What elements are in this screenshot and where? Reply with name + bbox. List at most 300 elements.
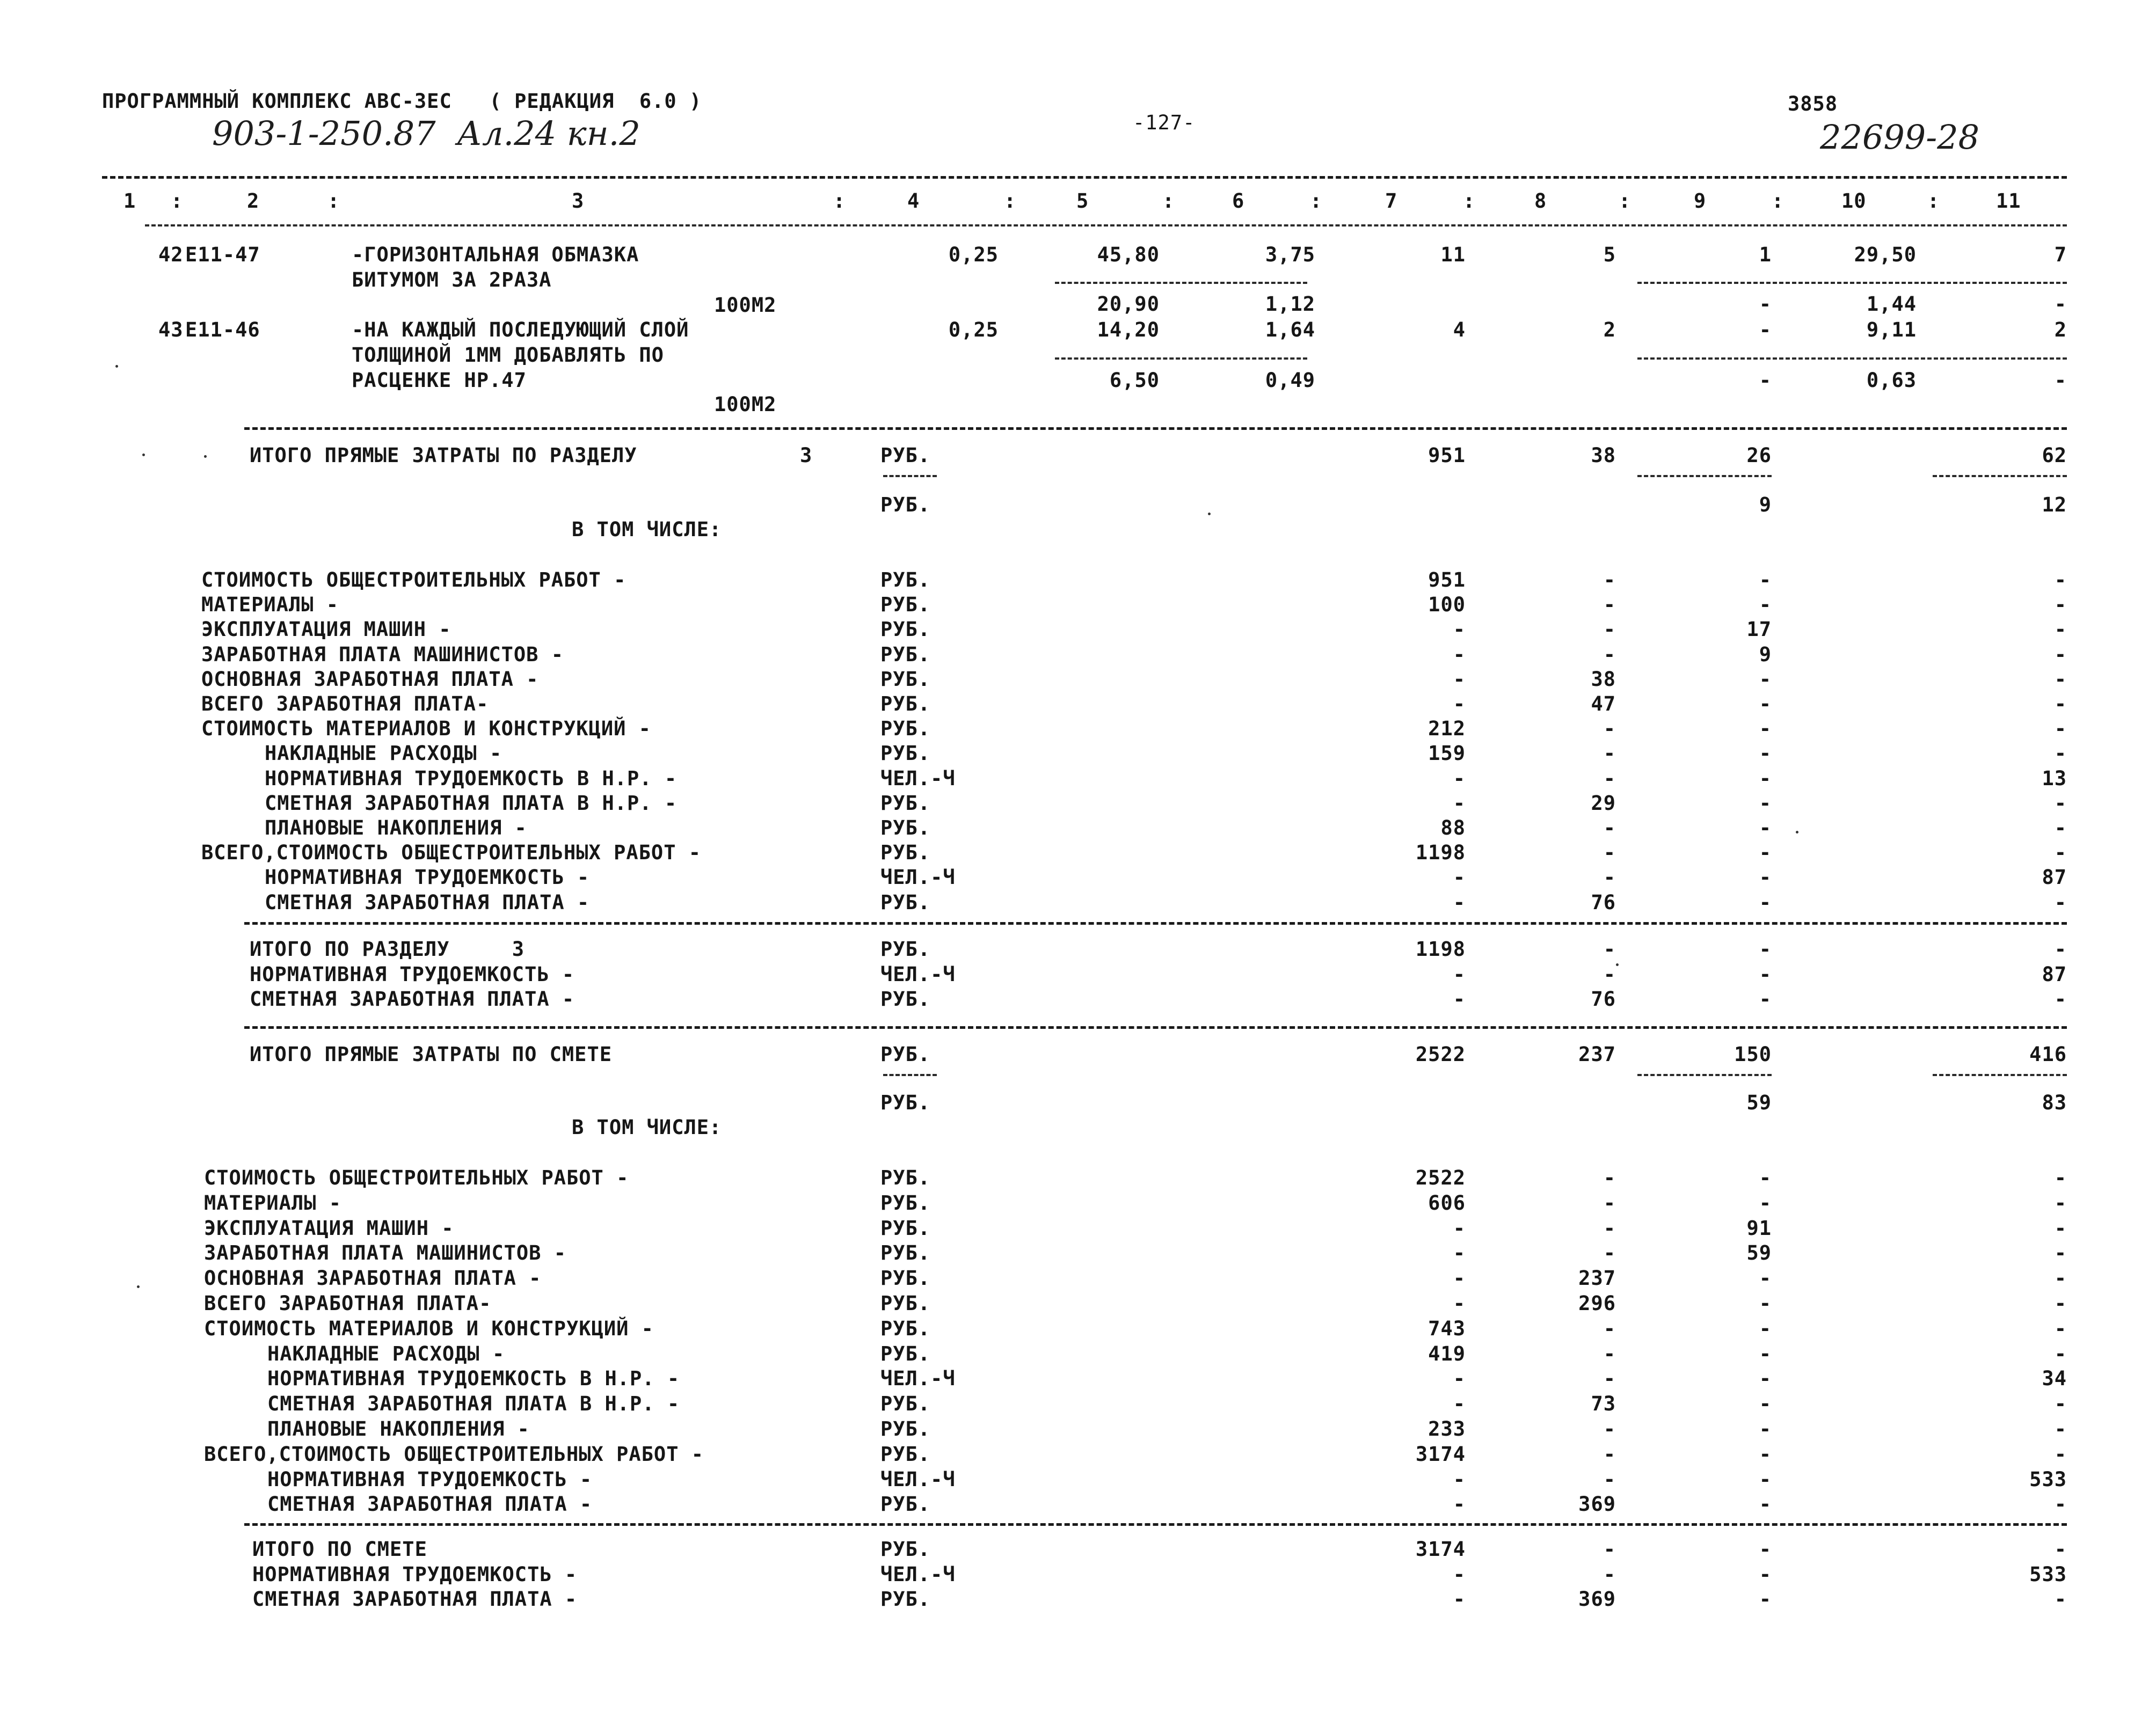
row-unit: РУБ. [880,667,931,691]
item-col6-sub: 0,49 [1265,369,1315,392]
row-col7: 1198 [1415,938,1466,961]
item-col11-sub: - [2054,293,2067,316]
row-col7: 1198 [1415,841,1466,865]
column-separator: : [833,189,846,213]
row-label: СМЕТНАЯ ЗАРАБОТНАЯ ПЛАТА - [267,1493,593,1516]
row-unit: РУБ. [880,1216,931,1240]
row-unit: РУБ. [880,1241,931,1265]
item-description: ТОЛЩИНОЙ 1ММ ДОБАВЛЯТЬ ПО [352,343,664,367]
row-col9: 59 [1746,1241,1772,1265]
row-col11: - [2054,1191,2067,1215]
item-col9: 1 [1759,243,1772,266]
row-col7: 3174 [1415,1538,1466,1561]
row-col9: - [1759,1166,1772,1189]
row-label: СМЕТНАЯ ЗАРАБОТНАЯ ПЛАТА - [250,988,575,1011]
row-label: СМЕТНАЯ ЗАРАБОТНАЯ ПЛАТА В Н.Р. - [267,1392,680,1416]
row-label: ВСЕГО ЗАРАБОТНАЯ ПЛАТА- [204,1292,492,1315]
row-col11: 13 [2042,766,2067,790]
scan-speck [142,454,145,456]
row-label: НОРМАТИВНАЯ ТРУДОЕМКОСТЬ - [250,962,575,986]
column-separator: : [1162,189,1175,213]
row-label: НОРМАТИВНАЯ ТРУДОЕМКОСТЬ В Н.Р. - [267,1367,680,1391]
row-col11: - [2054,618,2067,641]
row-col8: - [1603,1191,1616,1215]
item-col9-sub: - [1759,293,1772,316]
row-col11: - [2054,717,2067,741]
row-col11: 533 [2029,1562,2067,1586]
item-col5-sub: 6,50 [1109,369,1160,392]
row-label: ИТОГО ПО СМЕТЕ [252,1538,427,1561]
row-unit: РУБ. [880,988,931,1011]
row-col9: - [1759,938,1772,961]
row-col9: - [1759,568,1772,591]
row-col9: - [1759,1392,1772,1416]
row-col11: - [2054,642,2067,666]
estimate-total-label: ИТОГО ПРЯМЫЕ ЗАТРАТЫ ПО СМЕТЕ [250,1043,613,1066]
row-col7: - [1453,1267,1466,1290]
program-title: ПРОГРАММНЫЙ КОМПЛЕКС АВС-ЗЕС ( РЕДАКЦИЯ 6.0 ) [102,90,702,113]
row-label: ЭКСПЛУАТАЦИЯ МАШИН - [204,1216,454,1240]
row-col7: - [1453,1216,1466,1240]
row-label: ЭКСПЛУАТАЦИЯ МАШИН - [201,618,451,641]
rule [244,427,2067,430]
column-separator: : [1927,189,1940,213]
item-col9: - [1759,318,1772,341]
row-col8: 76 [1591,988,1616,1011]
row-col9: - [1759,1191,1772,1215]
column-header: 6 [1232,189,1245,213]
item-col11-sub: - [2054,369,2067,392]
row-col7: - [1453,866,1466,889]
row-col8: - [1603,1367,1616,1391]
row-col8: - [1603,742,1616,765]
row-label: СТОИМОСТЬ ОБЩЕСТРОИТЕЛЬНЫХ РАБОТ - [204,1166,629,1189]
row-col8: 237 [1578,1267,1616,1290]
row-col9: - [1759,1292,1772,1315]
row-unit: РУБ. [880,938,931,961]
row-col9: 9 [1759,642,1772,666]
row-label: ПЛАНОВЫЕ НАКОПЛЕНИЯ - [267,1417,530,1441]
row-unit: РУБ. [880,1493,931,1516]
row-col11: - [2054,667,2067,691]
row-label: ИТОГО ПО РАЗДЕЛУ 3 [250,938,525,961]
row-col7: - [1453,890,1466,914]
row-col9: - [1759,962,1772,986]
row-col11: - [2054,791,2067,815]
column-header: 4 [907,189,920,213]
section-total-label: ИТОГО ПРЯМЫЕ ЗАТРАТЫ ПО РАЗДЕЛУ [250,444,637,467]
divider [1055,357,1307,360]
item-col8: 2 [1603,318,1616,341]
section-including-heading: В ТОМ ЧИСЛЕ: [572,518,722,541]
row-label: ЗАРАБОТНАЯ ПЛАТА МАШИНИСТОВ - [204,1241,567,1265]
row-col11: - [2054,1588,2067,1611]
divider [1055,282,1307,284]
row-col8: - [1603,1417,1616,1441]
row-col7: - [1453,766,1466,790]
document-number: 3858 [1788,92,1838,115]
row-col9: - [1759,593,1772,617]
row-unit: РУБ. [880,593,931,617]
divider [1637,475,1772,477]
row-col8: - [1603,1342,1616,1365]
row-col9: - [1759,742,1772,765]
row-col9: - [1759,1367,1772,1391]
rule-top [102,176,2067,179]
row-col7: 233 [1428,1417,1466,1441]
item-col11: 2 [2054,318,2067,341]
row-col11: - [2054,1538,2067,1561]
estimate-total-col11: 416 [2029,1043,2067,1066]
row-unit: РУБ. [880,1191,931,1215]
row-col9: - [1759,766,1772,790]
row-col9: - [1759,841,1772,865]
section-total-col9-sub: 9 [1759,493,1772,516]
row-label: НОРМАТИВНАЯ ТРУДОЕМКОСТЬ - [265,866,590,889]
row-col8: - [1603,1442,1616,1466]
item-code: Е11-46 [185,318,260,341]
row-col9: - [1759,667,1772,691]
row-col11: - [2054,816,2067,839]
row-col8: - [1603,1562,1616,1586]
row-unit: РУБ. [880,1342,931,1365]
row-unit: РУБ. [880,618,931,641]
row-col11: - [2054,1442,2067,1466]
item-col5: 14,20 [1097,318,1160,341]
row-unit: РУБ. [880,568,931,591]
row-col8: - [1603,568,1616,591]
row-unit: РУБ. [880,717,931,741]
row-col9: 91 [1746,1216,1772,1240]
row-col11: - [2054,1417,2067,1441]
divider [883,1074,937,1076]
section-total-col11: 62 [2042,444,2067,467]
row-col9: - [1759,1467,1772,1491]
row-col11: - [2054,1166,2067,1189]
row-col7: 212 [1428,717,1466,741]
section-total-col9: 26 [1746,444,1772,467]
estimate-total-col9-sub: 59 [1746,1091,1772,1114]
row-unit: РУБ. [880,1317,931,1340]
row-unit: ЧЕЛ.-Ч [880,866,956,889]
row-label: СТОИМОСТЬ МАТЕРИАЛОВ И КОНСТРУКЦИЙ - [201,717,651,741]
row-col7: 743 [1428,1317,1466,1340]
row-col7: - [1453,988,1466,1011]
column-separator: : [1463,189,1476,213]
scan-speck [115,365,118,368]
row-col8: - [1603,766,1616,790]
row-col9: - [1759,1342,1772,1365]
item-quantity: 0,25 [948,318,999,341]
item-col10: 29,50 [1854,243,1917,266]
row-col8: - [1603,1241,1616,1265]
row-label: НОРМАТИВНАЯ ТРУДОЕМКОСТЬ В Н.Р. - [265,766,678,790]
row-col8: - [1603,642,1616,666]
row-col8: 369 [1578,1588,1616,1611]
row-col7: - [1453,642,1466,666]
item-col10: 9,11 [1866,318,1917,341]
column-separator: : [1772,189,1784,213]
row-col8: 29 [1591,791,1616,815]
column-header: 8 [1534,189,1547,213]
row-unit: РУБ. [880,1442,931,1466]
row-col7: 100 [1428,593,1466,617]
item-number: 43 [158,318,184,341]
estimate-total-col8: 237 [1578,1043,1616,1066]
rule [244,922,2067,925]
row-unit: РУБ. [880,742,931,765]
row-unit: РУБ. [880,1292,931,1315]
project-number-handwritten: 903-1-250.87 Ал.24 кн.2 [212,114,640,153]
row-col8: - [1603,618,1616,641]
row-col8: - [1603,1216,1616,1240]
section-total-col8: 38 [1591,444,1616,467]
row-col7: - [1453,618,1466,641]
row-col11: - [2054,1267,2067,1290]
row-unit: РУБ. [880,642,931,666]
row-unit: ЧЕЛ.-Ч [880,1467,956,1491]
item-col8: 5 [1603,243,1616,266]
rule-header [145,224,2067,226]
row-col7: 159 [1428,742,1466,765]
row-col7: 951 [1428,568,1466,591]
row-col7: 419 [1428,1342,1466,1365]
rule [244,1026,2067,1029]
row-col8: - [1603,717,1616,741]
row-col7: - [1453,1467,1466,1491]
row-col11: - [2054,1392,2067,1416]
row-col11: - [2054,742,2067,765]
row-label: НАКЛАДНЫЕ РАСХОДЫ - [265,742,502,765]
row-col9: - [1759,1317,1772,1340]
estimate-total-col11-sub: 83 [2042,1091,2067,1114]
row-col7: - [1453,667,1466,691]
row-label: СМЕТНАЯ ЗАРАБОТНАЯ ПЛАТА - [265,890,590,914]
divider [1637,357,2067,360]
row-col9: 17 [1746,618,1772,641]
row-col9: - [1759,816,1772,839]
row-label: МАТЕРИАЛЫ - [201,593,339,617]
row-col7: - [1453,1392,1466,1416]
divider [1933,475,2067,477]
section-total-unit: РУБ. [880,444,931,467]
estimate-total-col7: 2522 [1415,1043,1466,1066]
row-unit: РУБ. [880,1166,931,1189]
row-col7: 88 [1440,816,1466,839]
row-col8: - [1603,841,1616,865]
scan-speck [1616,963,1619,966]
row-col11: - [2054,593,2067,617]
item-description: РАСЦЕНКЕ НР.47 [352,369,527,392]
row-unit: РУБ. [880,791,931,815]
divider [1933,1074,2067,1076]
row-col7: - [1453,1588,1466,1611]
row-col11: 87 [2042,866,2067,889]
row-col9: - [1759,1442,1772,1466]
row-col11: - [2054,1241,2067,1265]
divider [883,475,937,477]
row-label: ВСЕГО,СТОИМОСТЬ ОБЩЕСТРОИТЕЛЬНЫХ РАБОТ - [201,841,702,865]
column-header: 5 [1076,189,1089,213]
item-col6: 1,64 [1265,318,1315,341]
scan-speck [137,1285,140,1288]
row-label: ВСЕГО,СТОИМОСТЬ ОБЩЕСТРОИТЕЛЬНЫХ РАБОТ - [204,1442,704,1466]
row-col7: - [1453,692,1466,715]
row-label: НОРМАТИВНАЯ ТРУДОЕМКОСТЬ - [267,1467,593,1491]
column-header: 9 [1694,189,1707,213]
row-label: МАТЕРИАЛЫ - [204,1191,342,1215]
row-col11: 533 [2029,1467,2067,1491]
row-col9: - [1759,1417,1772,1441]
row-label: СМЕТНАЯ ЗАРАБОТНАЯ ПЛАТА В Н.Р. - [265,791,678,815]
row-col11: - [2054,1493,2067,1516]
estimate-including-heading: В ТОМ ЧИСЛЕ: [572,1116,722,1139]
row-unit: ЧЕЛ.-Ч [880,1562,956,1586]
row-label: НОРМАТИВНАЯ ТРУДОЕМКОСТЬ - [252,1562,578,1586]
rule [244,1523,2067,1526]
row-unit: РУБ. [880,1538,931,1561]
row-col7: - [1453,1493,1466,1516]
row-col8: - [1603,1538,1616,1561]
row-unit: РУБ. [880,816,931,839]
row-col7: - [1453,962,1466,986]
item-unit: 100М2 [714,294,777,317]
column-header: 2 [247,189,260,213]
scan-speck [1208,513,1211,515]
row-unit: РУБ. [880,841,931,865]
row-col8: 38 [1591,667,1616,691]
row-col9: - [1759,1588,1772,1611]
row-col9: - [1759,692,1772,715]
item-col9-sub: - [1759,369,1772,392]
item-col7: 11 [1440,243,1466,266]
row-col7: - [1453,1367,1466,1391]
row-col8: - [1603,1317,1616,1340]
section-total-number: 3 [800,444,813,467]
row-label: ЗАРАБОТНАЯ ПЛАТА МАШИНИСТОВ - [201,642,564,666]
row-col7: 606 [1428,1191,1466,1215]
section-total-col7: 951 [1428,444,1466,467]
row-col8: - [1603,1166,1616,1189]
row-label: НАКЛАДНЫЕ РАСХОДЫ - [267,1342,505,1365]
item-col5-sub: 20,90 [1097,293,1160,316]
item-col10-sub: 1,44 [1866,293,1917,316]
row-label: ПЛАНОВЫЕ НАКОПЛЕНИЯ - [265,816,527,839]
item-description: -ГОРИЗОНТАЛЬНАЯ ОБМАЗКА [352,243,639,266]
row-col7: 3174 [1415,1442,1466,1466]
item-description: -НА КАЖДЫЙ ПОСЛЕДУЮЩИЙ СЛОЙ [352,318,689,341]
scan-speck [1796,831,1798,833]
row-unit: РУБ. [880,692,931,715]
row-col9: - [1759,988,1772,1011]
divider [1637,282,2067,284]
section-total-col11-sub: 12 [2042,493,2067,516]
row-col8: - [1603,1467,1616,1491]
row-col7: 2522 [1415,1166,1466,1189]
row-label: СТОИМОСТЬ МАТЕРИАЛОВ И КОНСТРУКЦИЙ - [204,1317,654,1340]
row-col9: - [1759,717,1772,741]
column-header: 7 [1385,189,1398,213]
column-separator: : [1310,189,1323,213]
row-col8: - [1603,593,1616,617]
row-col11: - [2054,1292,2067,1315]
row-col11: - [2054,1216,2067,1240]
row-col8: - [1603,866,1616,889]
row-unit: ЧЕЛ.-Ч [880,962,956,986]
row-col8: - [1603,938,1616,961]
item-description: БИТУМОМ ЗА 2РАЗА [352,268,552,291]
row-unit: РУБ. [880,1417,931,1441]
page-number: -127- [1133,111,1196,134]
row-col9: - [1759,890,1772,914]
item-number: 42 [158,243,184,266]
row-unit: РУБ. [880,1267,931,1290]
row-col11: - [2054,988,2067,1011]
item-unit: 100М2 [714,393,777,416]
column-header: 10 [1841,189,1867,213]
row-label: ВСЕГО ЗАРАБОТНАЯ ПЛАТА- [201,692,489,715]
row-col8: 73 [1591,1392,1616,1416]
row-col8: 296 [1578,1292,1616,1315]
row-col9: - [1759,1538,1772,1561]
column-header: 3 [572,189,585,213]
row-col11: - [2054,568,2067,591]
row-col8: 47 [1591,692,1616,715]
row-col8: 369 [1578,1493,1616,1516]
row-col7: - [1453,1292,1466,1315]
row-col11: - [2054,692,2067,715]
row-col8: - [1603,816,1616,839]
estimate-total-unit-2: РУБ. [880,1091,931,1114]
row-unit: РУБ. [880,1588,931,1611]
row-unit: ЧЕЛ.-Ч [880,766,956,790]
column-separator: : [1619,189,1631,213]
column-separator: : [171,189,184,213]
row-col9: - [1759,1493,1772,1516]
row-col11: 34 [2042,1367,2067,1391]
row-col11: - [2054,938,2067,961]
column-separator: : [1004,189,1017,213]
item-col7: 4 [1453,318,1466,341]
row-col7: - [1453,1562,1466,1586]
row-col8: 76 [1591,890,1616,914]
row-col9: - [1759,866,1772,889]
row-col7: - [1453,1241,1466,1265]
row-col9: - [1759,1267,1772,1290]
item-code: Е11-47 [185,243,260,266]
column-header: 11 [1996,189,2021,213]
row-unit: РУБ. [880,890,931,914]
row-label: СТОИМОСТЬ ОБЩЕСТРОИТЕЛЬНЫХ РАБОТ - [201,568,627,591]
item-col11: 7 [2054,243,2067,266]
item-col6: 3,75 [1265,243,1315,266]
row-unit: ЧЕЛ.-Ч [880,1367,956,1391]
column-separator: : [327,189,340,213]
code-handwritten: 22699-28 [1820,118,1980,157]
row-col9: - [1759,791,1772,815]
item-col5: 45,80 [1097,243,1160,266]
row-col11: - [2054,890,2067,914]
estimate-total-unit: РУБ. [880,1043,931,1066]
row-col8: - [1603,962,1616,986]
row-col11: - [2054,1317,2067,1340]
section-total-unit-2: РУБ. [880,493,931,516]
scan-speck [204,455,207,458]
divider [1637,1074,1772,1076]
column-header: 1 [123,189,136,213]
row-col11: 87 [2042,962,2067,986]
row-label: ОСНОВНАЯ ЗАРАБОТНАЯ ПЛАТА - [204,1267,542,1290]
